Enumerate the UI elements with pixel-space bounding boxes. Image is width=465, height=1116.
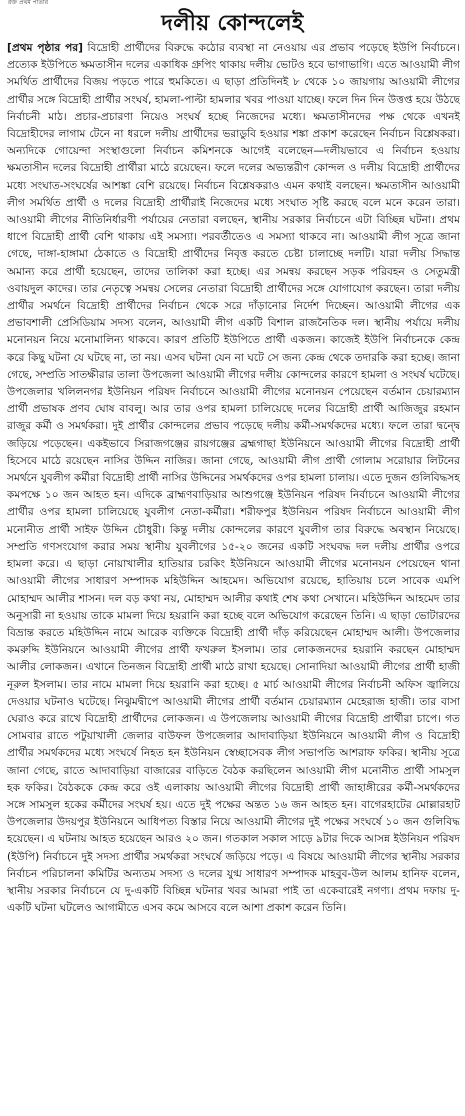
headline: দলীয় কোন্দলেই: [161, 11, 304, 36]
article-body: [7, 40, 460, 1110]
article-text: বিদ্রোহী প্রার্থীদের বিরুদ্ধে কঠোর ব্যবস্থা না নেওয়ায় এর প্রভাব পড়েছে ইউপি নির্বাচনে। প্রত্যেক ইউপিতে ক্ষমতাসীন দলের একাধিক গ্রুপিং থাকায় দলীয় ভোটও হবে ভাগাভাগি। এতে আওয়ামী লীগ সমর্থিত প্রার্থীদের বিজয় পড়তে পারে হুমকিতে। এ ছাড়া প্রতিদিনই ৮ থেকে ১০ জায়গায় আওয়ামী লীগের প্রার্থীর সঙ্গে বিদ্রোহী প্রার্থীর সংঘর্ষ, হামলা-পাল্টা হামলার খবর পাওয়া যাচ্ছে। ফলে দিন দিন উত্তপ্ত হয়ে উঠছে নির্বাচনী মাঠ। প্রচার-প্রচারণা নিয়েও সংঘর্ষ হচ্ছে নিজেদের মধ্যে। ক্ষমতাসীনদের পক্ষ থেকে এখনই বিদ্রোহীদের লাগাম টেনে না ধরলে দলীয় প্রার্থীদের ভরাডুবি হওয়ার শঙ্কা প্রকাশ করেছেন নির্বাচন বিশ্লেষকরা। অন্যদিকে গোয়েন্দা সংস্থাগুলো নির্বাচন কমিশনকে আগেই বলেছেন—দলীয়ভাবে এ নির্বাচন হওয়ায় ক্ষমতাসীন দলের বিদ্রোহী প্রার্থীরা মাঠে রয়েছেন। ফলে দলের অভ্যন্তরীণ কোন্দল ও দলীয় বিদ্রোহী প্রার্থীদের মধ্যে সংঘাত-সংঘর্ষের আশঙ্কা বেশি রয়েছে। নির্বাচন বিশ্লেষকরাও এমন কথাই বলছেন। ক্ষমতাসীন আওয়ামী লীগ সমর্থিত প্রার্থী ও দলের বিদ্রোহী প্রার্থীরাই নিজেদের মধ্যে সংঘাত সৃষ্টি করছে বলে মনে করেন তারা। আওয়ামী লীগের নীতিনির্ধারণী পর্যায়ের নেতারা বলছেন, স্থানীয় সরকার নির্বাচনে এটা বিচ্ছিন্ন ঘটনা। প্রথম ধাপে বিদ্রোহী প্রার্থী বেশি থাকায় এই সমস্যা। পরবর্তীতেও এ সমস্যা থাকবে না। আওয়ামী লীগ সূত্রে জানা গেছে, দাঙ্গা-হাঙ্গামা ঠেকাতে ও বিদ্রোহী প্রার্থীদের নিবৃত্ত করতে চেষ্টা চালাচ্ছে দলটি। যারা দলীয় সিদ্ধান্ত অমান্য করে প্রার্থী হয়েছেন, তাদের তালিকা করা হচ্ছে। এর সমন্বয় করছেন সড়ক পরিবহন ও সেতুমন্ত্রী ওবায়দুল কাদের। তার নেতৃত্বে সমন্বয় সেলের নেতারা বিদ্রোহী প্রার্থীদের সঙ্গে যোগাযোগ করছেন। তারা দলীয় প্রার্থীর সমর্থনে বিদ্রোহী প্রার্থীদের নির্বাচন থেকে সরে দাঁড়ানোর নির্দেশ দিচ্ছেন। আওয়ামী লীগের এক প্রভাবশালী প্রেসিডিয়াম সদস্য বলেন, আওয়ামী লীগ একটি বিশাল রাজনৈতিক দল। স্থানীয় পর্যায়ে দলীয় মনোনয়ন নিয়ে মনোমালিন্য থাকবে। কারণ প্রতিটি ইউপিতে প্রার্থী একজন। কাজেই ইউপি নির্বাচনকে কেন্দ্র করে কিছু ঘটনা যে ঘটছে না, তা নয়। এসব ঘটনা যেন না ঘটে সে জন্য কেন্দ্র থেকে তদারকি করা হচ্ছে। জানা গেছে, সম্প্রতি সাতক্ষীরার তালা উপজেলা আওয়ামী লীগের দলীয় কোন্দলের কারণে হামলা ও সংঘর্ষ ঘটেছে। উপজেলার খলিলনগর ইউনিয়ন পরিষদ নির্বাচনে আওয়ামী লীগের মনোনয়ন পেয়েছেন বর্তমান চেয়ারম্যান প্রার্থী প্রভাষক প্রণব ঘোষ বাবলু। আর তার ওপর হামলা চালিয়েছে দলের বিদ্রোহী প্রার্থী আজিজুর রহমান রাজুর কর্মী ও সমর্থকরা। দুই প্রার্থীর কোন্দলের প্রভাব পড়েছে দলীয় কর্মী-সমর্থকদের মধ্যে। ফলে তারা দ্বন্দ্বে জড়িয়ে পড়েছেন। একইভাবে সিরাজগঞ্জের রায়গঞ্জের ব্রহ্মগাছা ইউনিয়নে আওয়ামী লীগের বিদ্রোহী প্রার্থী হিসেবে মাঠে রয়েছেন নাসির উদ্দিন নাজির। জানা গেছে, আওয়ামী লীগ প্রার্থী গোলাম সরোয়ার লিটনের সমর্থনে যুবলীগ কর্মীরা বিদ্রোহী প্রার্থী নাসির উদ্দিনের সমর্থকদের ওপর হামলা চালায়। এতে দুজন গুলিবিদ্ধসহ কমপক্ষে ১০ জন আহত হন। এদিকে ব্রাহ্মণবাড়িয়ার আশুগঞ্জে ইউনিয়ন পরিষদ নির্বাচনে আওয়ামী লীগের প্রার্থীর ওপর হামলা চালিয়েছে যুবলীগ নেতা-কর্মীরা। শরীফপুর ইউনিয়ন পরিষদ নির্বাচনে আওয়ামী লীগ মনোনীত প্রার্থী সাইফ উদ্দিন চৌধুরী। কিন্তু দলীয় কোন্দলের কারণে যুবলীগ তার বিরুদ্ধে অবস্থান নিয়েছে। সম্প্রতি গণসংযোগ করার সময় স্থানীয় যুবলীগের ১৫-২০ জনের একটি সংঘবদ্ধ দল দলীয় প্রার্থীর ওপরে হামলা করে। এ ছাড়া নোয়াখালীর হাতিয়ার চরকিং ইউনিয়নে আওয়ামী লীগের মনোনয়ন পেয়েছেন থানা আওয়ামী লীগের সাধারণ সম্পাদক মহিউদ্দিন আহমেদ। অভিযোগ রয়েছে, হাতিয়ায় চলে সাবেক এমপি মোহাম্মদ আলীর শাসন। দল বড় কথা নয়, মোহাম্মদ আলীর কথাই শেষ কথা সেখানে। মহিউদ্দিন আহমেদ তার অনুসারী না হওয়ায় তাকে মামলা দিয়ে হয়রানি করা হচ্ছে বলে অভিযোগ করেছেন তিনি। এ ছাড়া ভোটারদের বিভ্রান্ত করতে মহিউদ্দিন নামে আরেক ব্যক্তিকে বিদ্রোহী প্রার্থী দাঁড় করিয়েছেন মোহাম্মদ আলী। উপজেলার কমরুদ্দি ইউনিয়নে আওয়ামী লীগের প্রার্থী ফখরুল ইসলাম। তার লোকজনদের হয়রানি করছেন মোহাম্মদ আলীর লোকজন। এখানে তিনজন বিদ্রোহী প্রার্থী মাঠে রাখা হয়েছে। সোনাদিয়া আওয়ামী লীগের প্রার্থী হাজী নূরুল ইসলাম। তার নামে মামলা দিয়ে হয়রানি করা হচ্ছে। ৫ মার্চ আওয়ামী লীগের নির্বাচনী অফিস জ্বালিয়ে দেওয়ার ঘটনাও ঘটেছে। নিঝুমদ্বীপে আওয়ামী লীগের প্রার্থী বর্তমান চেয়ারম্যান মেহেরাজ হাজী। তার বাসা ঘেরাও করে রাখে বিদ্রোহী প্রার্থীদের লোকজন। এ উপজেলায় আওয়ামী লীগের বিদ্রোহী প্রার্থীরা চাপে। গত সোমবার রাতে পটুয়াখালী জেলার বাউফল উপজেলার আদাবাড়িয়া ইউনিয়নে আওয়ামী লীগ ও বিদ্রোহী প্রার্থীর সমর্থকদের মধ্যে সংঘর্ষে নিহত হন ইউনিয়ন স্বেচ্ছাসেবক লীগ সভাপতি আশরাফ ফকির। স্থানীয় সূত্রে জানা গেছে, রাতে আদাবাড়িয়া বাজারের বাড়িতে বৈঠক করছিলেন আওয়ামী লীগ মনোনীত প্রার্থী সামসুল হক ফকির। বৈঠককে কেন্দ্র করে ওই এলাকায় আওয়ামী লীগের বিদ্রোহী প্রার্থী জাহাঙ্গীরের কর্মী-সমর্থকদের সঙ্গে সামসুল হকের কর্মীদের সংঘর্ষ হয়। এতে দুই পক্ষের অন্তত ১৬ জন আহত হন। বাগেরহাটের মোল্লারহাট উপজেলার উদয়পুর ইউনিয়নে আধিপত্য বিস্তার নিয়ে আওয়ামী লীগের দুই পক্ষের সংঘর্ষে ১০ জন গুলিবিদ্ধ হয়েছেন। এ ঘটনায় আহত হয়েছেন আরও ২০ জন। গতকাল সকাল সাড়ে ৯টার দিকে আসন্ন ইউনিয়ন পরিষদ (ইউপি) নির্বাচনে দুই সদস্য প্রার্থীর সমর্থকরা সংঘর্ষে জড়িয়ে পড়ে। এ বিষয়ে আওয়ামী লীগের স্থানীয় সরকার নির্বাচন পরিচালনা কমিটির অন্যতম সদস্য ও দলের যুগ্ম সাধারণ সম্পাদক মাহবুব-উল আলম হানিফ বলেন, স্থানীয় সরকার নির্বাচনে যে দু-একটি বিচ্ছিন্ন ঘটনার খবর আমরা পাই তা একেবারেই নগণ্য। প্রথম দফায় দু-একটি ঘটনা ঘটলেও আগামীতে এসব কমে আসবে বলে আশা প্রকাশ করেন তিনি।: [7, 42, 460, 915]
continuation-kicker: [প্রথম পৃষ্ঠার পর]: [7, 42, 84, 54]
article-paragraph: [7, 40, 460, 917]
header-strip: রক্ত প্রথম পাতার: [8, 0, 48, 6]
